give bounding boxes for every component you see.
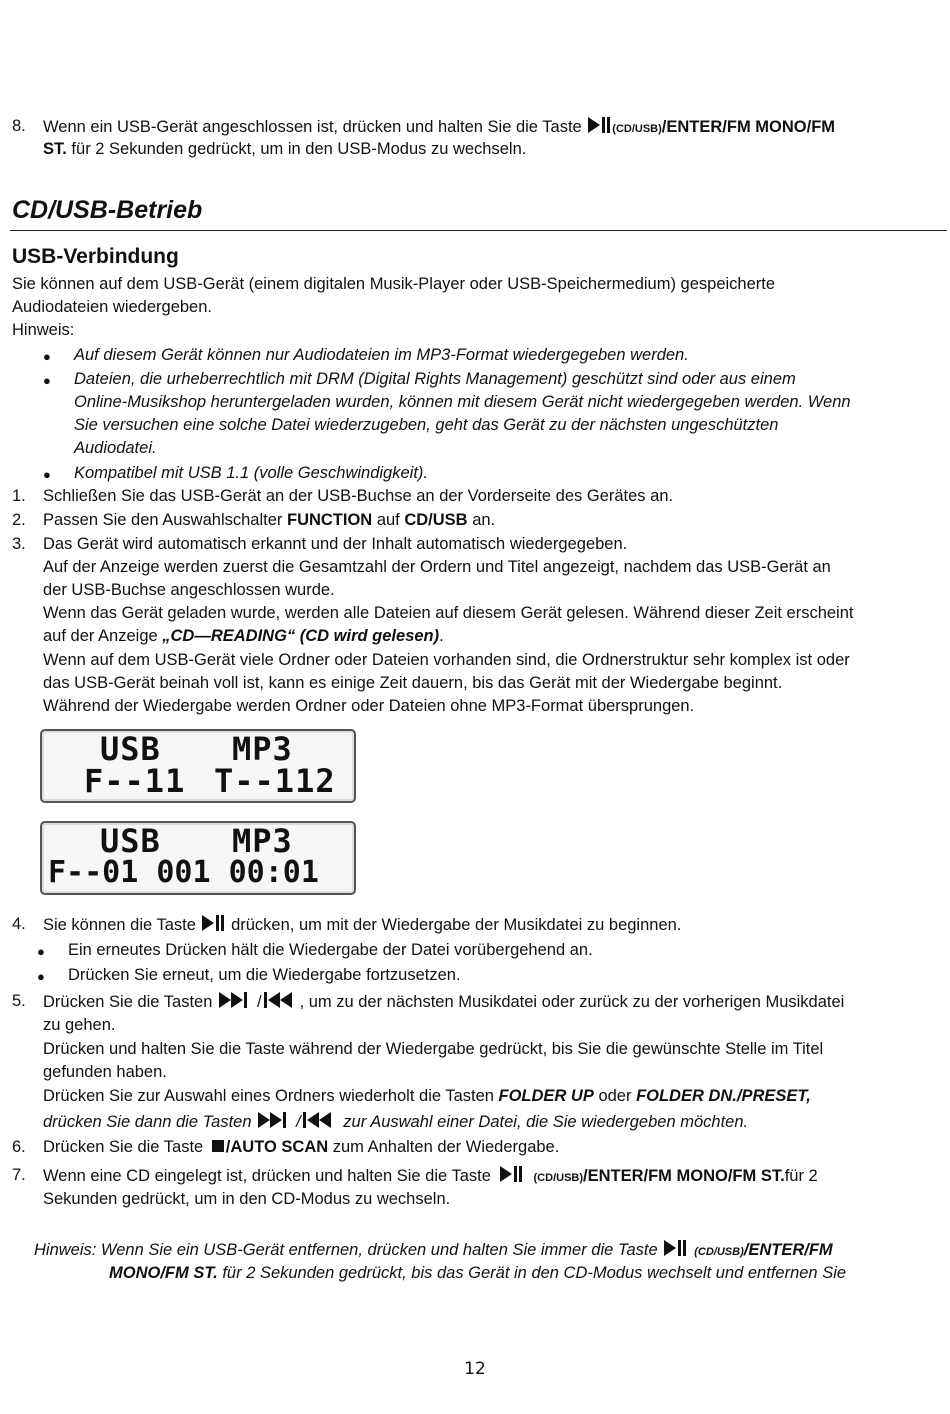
step-text-part: an.: [467, 511, 496, 529]
lcd-text: MP3: [232, 822, 293, 860]
enter-fm-label: /ENTER/FM MONO/FM: [661, 118, 836, 136]
step-text: das USB-Gerät beinah voll ist, kann es einige Zeit dauern, bis das Gerät mit der Wiedergabe beginnt.: [43, 674, 783, 692]
step-text: [43, 1164, 818, 1191]
item8-text: für 2 Sekunden gedrückt, um in den USB-Modus zu wechseln.: [66, 140, 527, 158]
step-number: 3.: [12, 535, 26, 553]
st-label: ST.: [43, 140, 67, 158]
bullet-text: Audiodatei.: [74, 439, 157, 457]
step-text: [43, 913, 681, 938]
slash: /: [256, 993, 262, 1011]
step-text: gefunden haben.: [43, 1063, 167, 1081]
step-text: Sekunden gedrückt, um in den CD-Modus zu wechseln.: [43, 1190, 451, 1208]
cd-usb-label: CD/USB: [404, 511, 468, 529]
step-text-part: drücken, um mit der Wiedergabe der Musikdatei zu beginnen.: [226, 916, 682, 934]
step-text-part: auf: [372, 511, 405, 529]
auto-scan-label: /AUTO SCAN: [225, 1138, 329, 1156]
step-text: Während der Wiedergabe werden Ordner oder Dateien ohne MP3-Format übersprungen.: [43, 697, 695, 715]
page-number: 12: [464, 1359, 486, 1379]
step-text: [43, 625, 444, 649]
step-text: [43, 1085, 811, 1109]
folder-up-label: FOLDER UP: [498, 1087, 594, 1105]
step-text-part: Passen Sie den Auswahlschalter: [43, 511, 287, 529]
bullet-text: Auf diesem Gerät können nur Audiodateien im MP3-Format wiedergegeben werden.: [74, 346, 689, 364]
note-line1: [34, 1238, 833, 1265]
step-text: Wenn auf dem USB-Gerät viele Ordner oder Dateien vorhanden sind, die Ordnerstruktur sehr komplex ist oder: [43, 651, 850, 669]
subsection-title: USB-Verbindung: [12, 245, 179, 268]
skip-next-icon: [217, 990, 257, 1010]
function-label: FUNCTION: [286, 511, 373, 529]
bullet-text: Dateien, die urheberrechtlich mit DRM (Digital Rights Management) geschützt sind oder aus einem: [74, 370, 796, 388]
step-number: 7.: [12, 1166, 26, 1184]
bullet-text: Sie versuchen eine solche Datei wiederzugeben, geht das Gerät zu der nächsten ungeschützten: [74, 416, 779, 434]
step-text: [43, 990, 844, 1015]
bullet-icon: ●: [43, 373, 51, 388]
step-text-part: für 2: [784, 1167, 818, 1185]
item8-line2: [43, 138, 526, 162]
step-text-part: auf der Anzeige: [43, 627, 163, 645]
step-text: [43, 1136, 559, 1160]
step-text: Das Gerät wird automatisch erkannt und der Inhalt automatisch wiedergegeben.: [43, 535, 628, 553]
bullet-icon: ●: [43, 349, 51, 364]
step-text-part: Drücken Sie zur Auswahl eines Ordners wiederholt die Tasten: [43, 1087, 499, 1105]
play-pause-icon: [496, 1164, 526, 1184]
cd-usb-label: (CD/USB): [533, 1172, 584, 1184]
step-text: Schließen Sie das USB-Gerät an der USB-Buchse an der Vorderseite des Gerätes an.: [43, 487, 674, 505]
skip-previous-icon: [262, 990, 300, 1010]
step-text-part: Drücken Sie die Taste: [43, 1138, 208, 1156]
step-text: zu gehen.: [43, 1016, 116, 1034]
step-text-part: drücken Sie dann die Tasten: [43, 1113, 257, 1131]
enter-fm-label: /ENTER/FM MONO/FM ST.: [583, 1167, 785, 1185]
step-number: 6.: [12, 1138, 26, 1156]
skip-previous-icon: [301, 1110, 339, 1130]
cd-usb-label: (CD/USB): [694, 1246, 744, 1258]
item-number: 8.: [12, 117, 26, 135]
intro-text: Sie können auf dem USB-Gerät (einem digitalen Musik-Player oder USB-Speichermedium) gespeicherte: [12, 275, 776, 293]
step-text-part: Wenn eine CD eingelegt ist, drücken und halten Sie die Taste: [43, 1167, 496, 1185]
step-text: [43, 1110, 748, 1135]
step-number: 2.: [12, 511, 26, 529]
play-pause-icon: [200, 913, 226, 933]
lcd-display-playing: [40, 821, 356, 895]
step-text-part: , um zu der nächsten Musikdatei oder zurück zu der vorherigen Musikdatei: [299, 993, 845, 1011]
item8-text: Wenn ein USB-Gerät angeschlossen ist, drücken und halten Sie die Taste: [43, 118, 587, 136]
slash: /: [296, 1113, 301, 1131]
lcd-text: MP3: [232, 730, 293, 768]
step-text: Auf der Anzeige werden zuerst die Gesamtzahl der Ordern und Titel angezeigt, nachdem das USB-Gerät an: [43, 558, 831, 576]
lcd-text: USB: [100, 730, 161, 768]
section-title: CD/USB-Betrieb: [12, 196, 203, 224]
bullet-text: Drücken Sie erneut, um die Wiedergabe fortzusetzen.: [68, 966, 461, 984]
enter-fm-label: /ENTER/FM: [743, 1241, 833, 1259]
step-text-part: Drücken Sie die Tasten: [43, 993, 217, 1011]
lcd-text: USB: [100, 822, 161, 860]
note-text: für 2 Sekunden gedrückt, bis das Gerät in den CD-Modus wechselt und entfernen Sie: [217, 1264, 847, 1282]
bullet-icon: ●: [43, 467, 51, 482]
section-divider: [10, 230, 947, 231]
step-text-part: zum Anhalten der Wiedergabe.: [328, 1138, 560, 1156]
lcd-display-summary: [40, 729, 356, 803]
bullet-text: Kompatibel mit USB 1.1 (volle Geschwindigkeit).: [74, 464, 428, 482]
bullet-text: Online-Musikshop heruntergeladen wurden, können mit diesem Gerät nicht wiedergegeben werden. Wenn: [74, 393, 851, 411]
lcd-text: F--11: [84, 762, 186, 800]
step-text-part: .: [439, 627, 444, 645]
folder-dn-preset-label: FOLDER DN./PRESET,: [636, 1087, 811, 1105]
lcd-text: T--112: [214, 762, 336, 800]
stop-icon: [208, 1136, 226, 1154]
hinweis-label: Hinweis:: [12, 321, 75, 339]
mono-fm-st-label: MONO/FM ST.: [109, 1264, 218, 1282]
lcd-text: F--01 001 00:01: [48, 855, 319, 890]
play-pause-icon: [586, 115, 612, 135]
step-text: der USB-Buchse angeschlossen wurde.: [43, 581, 335, 599]
cd-reading-label: „CD—READING“ (CD wird gelesen): [162, 627, 440, 645]
note-line2: [109, 1262, 846, 1286]
bullet-text: Ein erneutes Drücken hält die Wiedergabe der Datei vorübergehend an.: [68, 941, 593, 959]
bullet-icon: ●: [37, 969, 45, 984]
intro-text: Audiodateien wiedergeben.: [12, 298, 212, 316]
bullet-icon: ●: [37, 944, 45, 959]
step-text-part: Sie können die Taste: [43, 916, 201, 934]
step-text-part: oder: [593, 1087, 637, 1105]
step-number: 5.: [12, 992, 26, 1010]
play-pause-icon: [662, 1238, 688, 1258]
cd-usb-label: (CD/USB): [612, 123, 662, 135]
step-number: 1.: [12, 487, 26, 505]
skip-next-icon: [256, 1110, 296, 1130]
step-text: [43, 509, 495, 533]
note-text: Hinweis: Wenn Sie ein USB-Gerät entfernen, drücken und halten Sie immer die Taste: [34, 1241, 663, 1259]
step-text: Wenn das Gerät geladen wurde, werden alle Dateien auf diesem Gerät gelesen. Während dieser Zeit erscheint: [43, 604, 854, 622]
step-number: 4.: [12, 915, 26, 933]
step-text-part: zur Auswahl einer Datei, die Sie wiedergeben möchten.: [338, 1113, 749, 1131]
step-text: Drücken und halten Sie die Taste während der Wiedergabe gedrückt, bis Sie die gewünschte Stelle im Titel: [43, 1040, 824, 1058]
